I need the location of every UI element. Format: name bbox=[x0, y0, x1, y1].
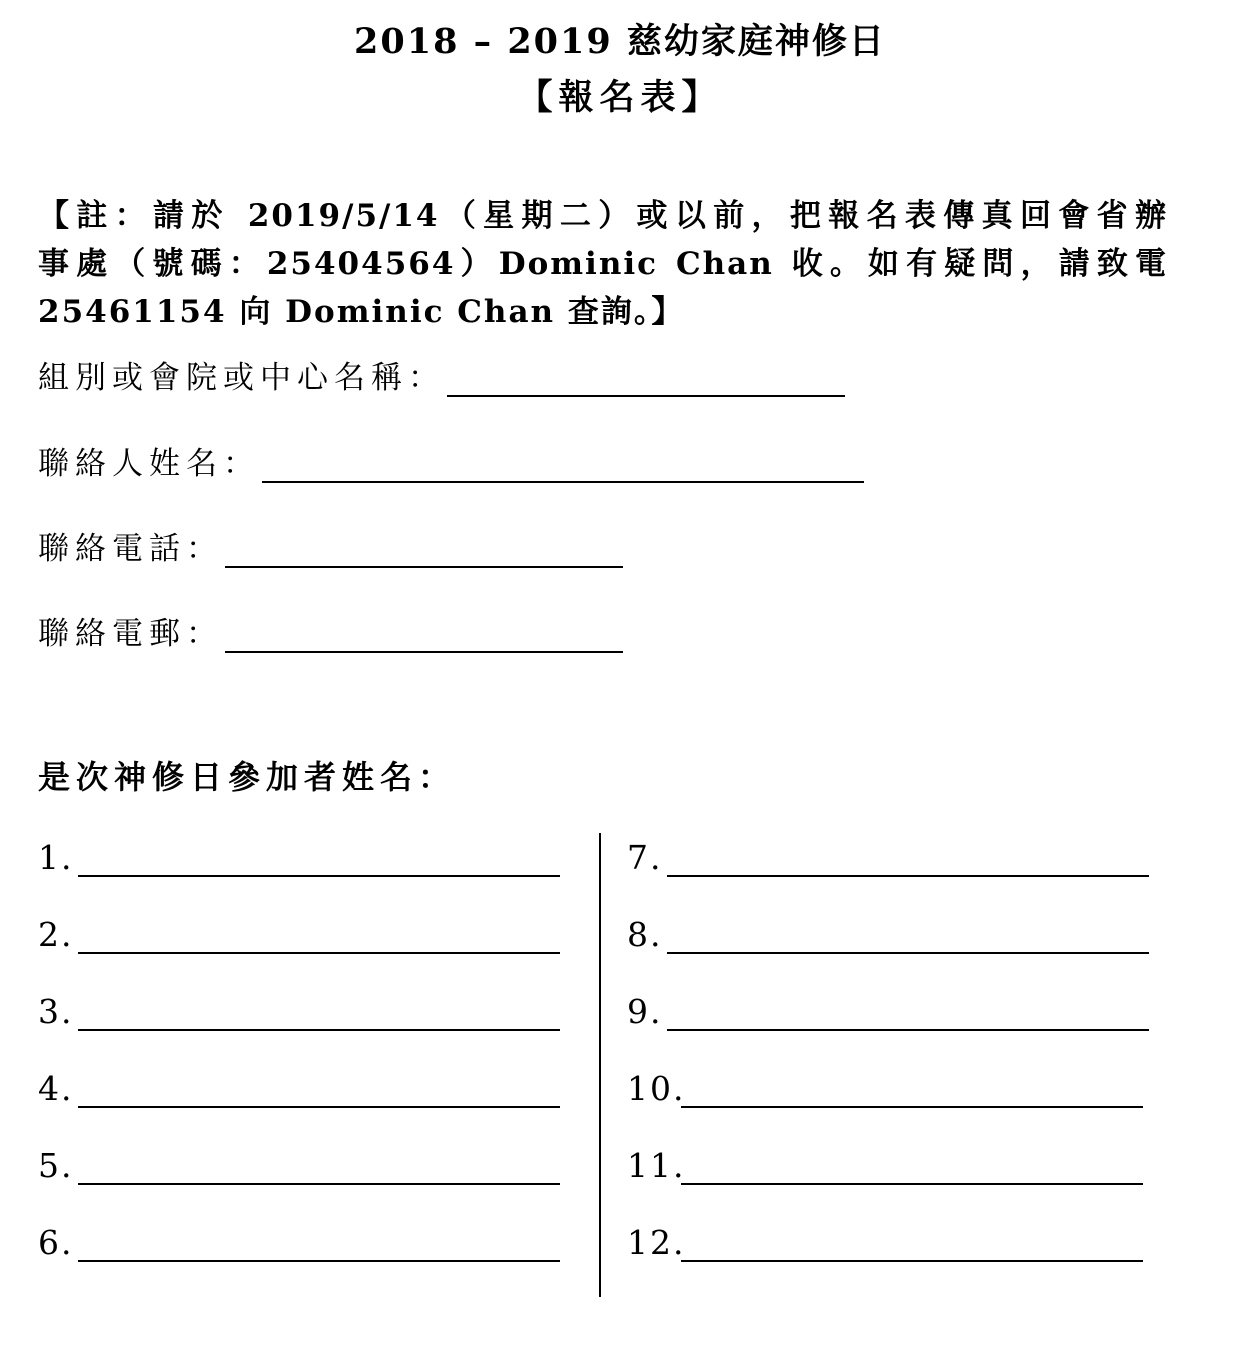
participant-row-6 bbox=[38, 1223, 560, 1262]
participant-number: 2. bbox=[38, 915, 74, 954]
participant-number: 12. bbox=[627, 1223, 686, 1262]
contact-email-label: 聯絡電郵： bbox=[38, 616, 223, 652]
note-line-2: 事處（號碼：25404564）Dominic Chan 收。如有疑問，請致電 bbox=[38, 246, 1168, 282]
contact-phone-blank[interactable] bbox=[225, 538, 623, 568]
participant-name-blank[interactable] bbox=[667, 1001, 1149, 1031]
participant-name-blank[interactable] bbox=[78, 1155, 560, 1185]
participant-number: 11. bbox=[627, 1146, 686, 1185]
participant-name-blank[interactable] bbox=[78, 1232, 560, 1262]
contact-name-label: 聯絡人姓名： bbox=[38, 446, 260, 482]
participant-number: 1. bbox=[38, 838, 74, 877]
contact-name-blank[interactable] bbox=[262, 453, 864, 483]
form-subtitle: 【報名表】 bbox=[517, 77, 723, 118]
participant-name-blank[interactable] bbox=[78, 847, 560, 877]
participant-row-3 bbox=[38, 992, 560, 1031]
participant-row-7 bbox=[627, 838, 1149, 877]
participant-row-10 bbox=[627, 1069, 1143, 1108]
participants-heading: 是次神修日參加者姓名： bbox=[38, 758, 457, 796]
registration-note bbox=[38, 192, 1168, 336]
participant-number: 4. bbox=[38, 1069, 74, 1108]
participant-name-blank[interactable] bbox=[681, 1155, 1143, 1185]
participant-number: 5. bbox=[38, 1146, 74, 1185]
group-name-blank[interactable] bbox=[447, 367, 845, 397]
participant-number: 7. bbox=[627, 838, 663, 877]
group-name-field bbox=[38, 352, 845, 397]
participant-row-4 bbox=[38, 1069, 560, 1108]
participant-row-1 bbox=[38, 838, 560, 877]
note-line-3: 25461154 向 Dominic Chan 查詢。】 bbox=[38, 294, 685, 330]
participant-row-2 bbox=[38, 915, 560, 954]
participant-number: 6. bbox=[38, 1223, 74, 1262]
contact-email-blank[interactable] bbox=[225, 623, 623, 653]
note-line-1: 【註：請於 2019/5/14（星期二）或以前，把報名表傳真回會省辦 bbox=[38, 198, 1168, 234]
participant-name-blank[interactable] bbox=[78, 1078, 560, 1108]
participant-name-blank[interactable] bbox=[667, 924, 1149, 954]
participant-row-8 bbox=[627, 915, 1149, 954]
contact-phone-label: 聯絡電話： bbox=[38, 531, 223, 567]
participant-name-blank[interactable] bbox=[78, 1001, 560, 1031]
participant-name-blank[interactable] bbox=[78, 924, 560, 954]
group-name-label: 組別或會院或中心名稱： bbox=[38, 360, 445, 396]
participant-number: 3. bbox=[38, 992, 74, 1031]
participant-row-11 bbox=[627, 1146, 1143, 1185]
contact-email-field bbox=[38, 608, 623, 653]
column-divider bbox=[599, 833, 601, 1297]
contact-name-field bbox=[38, 438, 864, 483]
participant-row-9 bbox=[627, 992, 1149, 1031]
participant-name-blank[interactable] bbox=[681, 1078, 1143, 1108]
participant-name-blank[interactable] bbox=[667, 847, 1149, 877]
participant-row-5 bbox=[38, 1146, 560, 1185]
participant-number: 9. bbox=[627, 992, 663, 1031]
participant-number: 10. bbox=[627, 1069, 686, 1108]
contact-phone-field bbox=[38, 523, 623, 568]
participant-number: 8. bbox=[627, 915, 663, 954]
form-title: 2018 – 2019 慈幼家庭神修日 bbox=[354, 21, 886, 62]
participant-name-blank[interactable] bbox=[681, 1232, 1143, 1262]
participant-row-12 bbox=[627, 1223, 1143, 1262]
